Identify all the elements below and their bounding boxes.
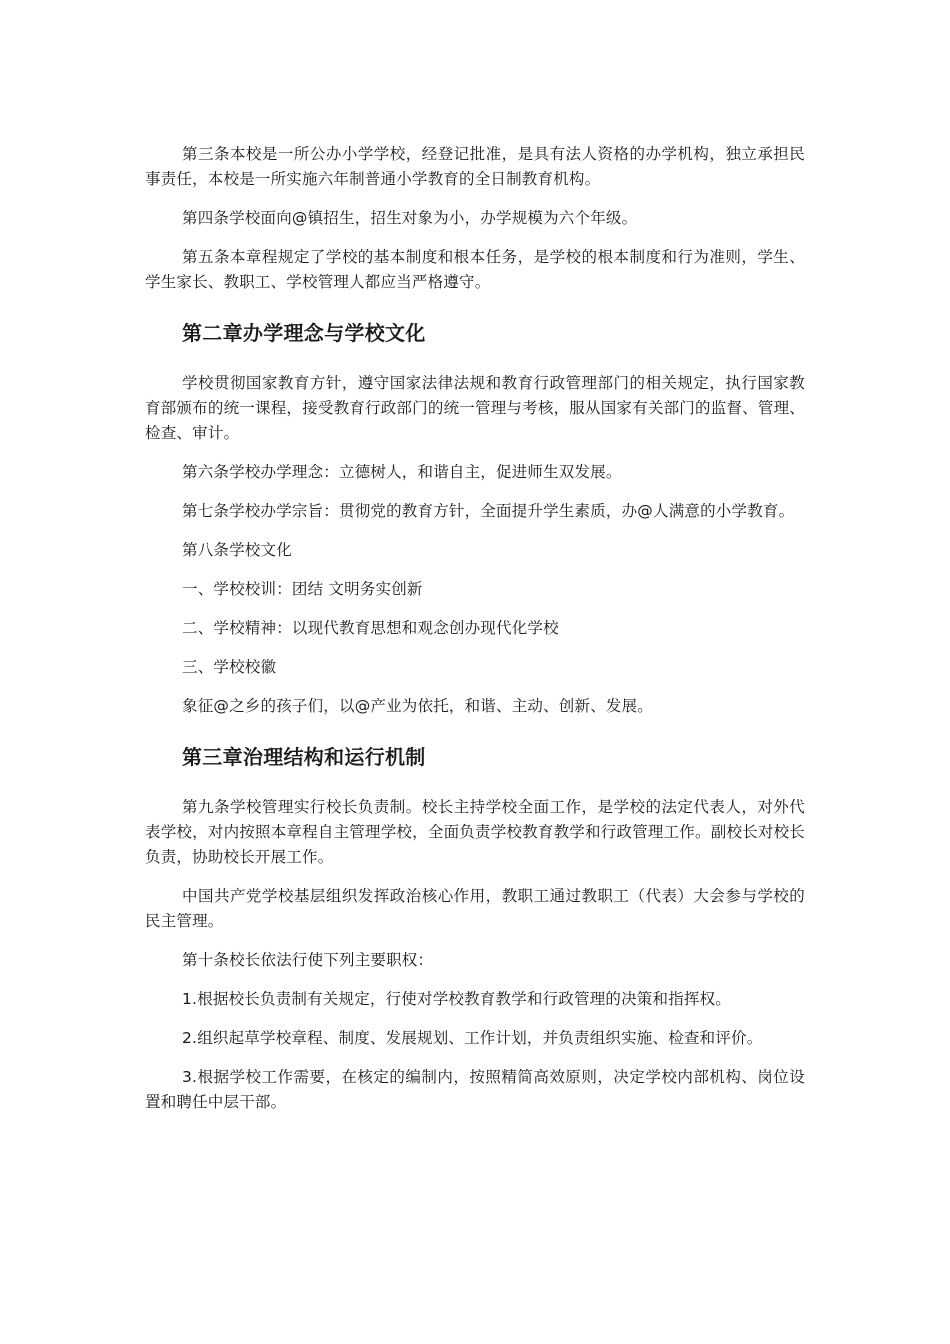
- article-8: 第八条学校文化: [182, 541, 292, 559]
- article-10-item-1: 1.根据校长负责制有关规定，行使对学校教育教学和行政管理的决策和指挥权。: [182, 990, 731, 1008]
- article-10-item-3: 3.根据学校工作需要，在核定的编制内，按照精简高效原则，决定学校内部机构、岗位设置和聘任中层干部。: [145, 1068, 805, 1111]
- school-emblem: 三、学校校徽: [182, 658, 277, 676]
- emblem-meaning: 象征@之乡的孩子们，以@产业为依托，和谐、主动、创新、发展。: [182, 697, 654, 715]
- article-4: 第四条学校面向@镇招生，招生对象为小，办学规模为六个年级。: [182, 209, 638, 227]
- article-9-party-role: 中国共产党学校基层组织发挥政治核心作用，教职工通过教职工（代表）大会参与学校的民主管理。: [145, 887, 805, 930]
- article-7: 第七条学校办学宗旨：贯彻党的教育方针，全面提升学生素质，办@人满意的小学教育。: [182, 502, 795, 520]
- article-5: 第五条本章程规定了学校的基本制度和根本任务，是学校的根本制度和行为准则，学生、学生家长、教职工、学校管理人都应当严格遵守。: [145, 248, 805, 291]
- article-10: 第十条校长依法行使下列主要职权：: [182, 951, 434, 969]
- school-motto: 一、学校校训：团结 文明务实创新: [182, 580, 423, 598]
- article-10-item-2: 2.组织起草学校章程、制度、发展规划、工作计划，并负责组织实施、检查和评价。: [182, 1029, 763, 1047]
- chapter-2-intro: 学校贯彻国家教育方针，遵守国家法律法规和教育行政管理部门的相关规定，执行国家教育部颁布的统一课程，接受教育行政部门的统一管理与考核，服从国家有关部门的监督、管理、检查、审计。: [145, 374, 805, 442]
- school-spirit: 二、学校精神：以现代教育思想和观念创办现代化学校: [182, 619, 559, 637]
- article-6: 第六条学校办学理念：立德树人，和谐自主，促进师生双发展。: [182, 463, 622, 481]
- article-9: 第九条学校管理实行校长负责制。校长主持学校全面工作，是学校的法定代表人，对外代表学校，对内按照本章程自主管理学校，全面负责学校教育教学和行政管理工作。副校长对校长负责，协助校长开展工作。: [145, 798, 805, 866]
- chapter-2-heading: 第二章办学理念与学校文化: [182, 321, 426, 345]
- document-body: [145, 142, 805, 1129]
- article-3: 第三条本校是一所公办小学学校，经登记批准，是具有法人资格的办学机构，独立承担民事责任，本校是一所实施六年制普通小学教育的全日制教育机构。: [145, 145, 805, 188]
- chapter-3-heading: 第三章治理结构和运行机制: [182, 745, 426, 769]
